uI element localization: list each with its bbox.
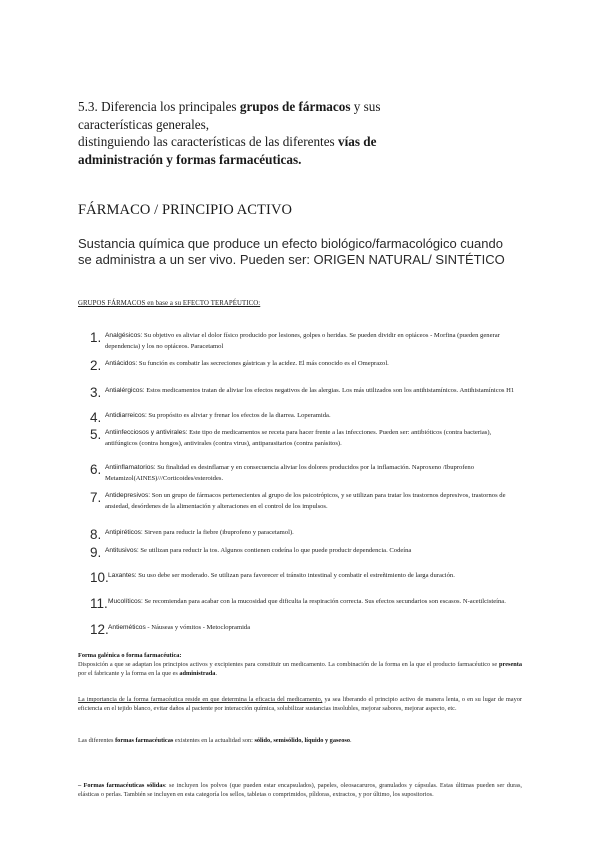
list-number: 4.	[90, 410, 102, 425]
group-name: Antialérgicos:	[105, 387, 145, 394]
list-number: 12.	[90, 622, 109, 637]
group-description: Su uso debe ser moderado. Se utilizan para favorecer el tránsito intestinal y combatir el estreñimiento de larga duración.	[136, 572, 455, 579]
list-text	[105, 411, 515, 422]
formas-text: Las diferentes	[78, 737, 116, 744]
group-name: Mucolíticos:	[108, 598, 143, 605]
list-text	[105, 331, 515, 352]
group-name: Antidepresivos:	[105, 492, 151, 499]
administrada-word: administrada	[179, 669, 216, 677]
group-description: - Náuseas y vómitos - Metoclopramida	[145, 624, 251, 631]
list-text	[105, 386, 515, 397]
formas-solidas-title: – Formas farmacéuticas sólidas	[78, 782, 165, 789]
formas-text: existentes en la actualidad son:	[173, 737, 255, 744]
group-description: Su finalidad es desinflamar y en consecuencia aliviar los dolores producidos por la inflamación. Naproxeno /Ibuprofeno Metamizol(AINES)///Corticoides/esteroides.	[105, 464, 474, 482]
list-number: 6.	[90, 462, 102, 477]
group-name: Antiinflamatorios:	[105, 464, 156, 471]
list-number: 1.	[90, 330, 102, 345]
group-description: Sirven para reducir la fiebre (ibuprofeno y paracetamol).	[142, 529, 294, 536]
importancia-underlined: La importancia de la forma farmacéutica reside en que determina la eficacia del medicamento,	[78, 696, 323, 703]
heading-bold-vias: vías de administración y formas farmacéuticas.	[78, 134, 377, 167]
heading-text: 5.3. Diferencia los principales	[78, 99, 240, 114]
importancia-block	[78, 696, 522, 714]
group-name: Analgésicos:	[105, 332, 143, 339]
list-text	[108, 597, 518, 608]
group-name: Antieméticos	[108, 624, 146, 631]
list-text	[105, 359, 515, 370]
definition-text: Sustancia química que produce un efecto biológico/farmacológico cuando se administra a un ser vivo. Pueden ser: ORIGEN NATURAL/ SINTÉTICO	[78, 236, 505, 267]
list-number: 2.	[90, 358, 102, 373]
section-heading	[78, 98, 438, 168]
group-description: Su función es combatir las secreciones gástricas y la acidez. El más conocido es el Omeprazol.	[137, 360, 389, 367]
group-name: Antidiarreicos:	[105, 412, 147, 419]
group-description: Estos medicamentos tratan de aliviar los efectos negativos de las alergias. Los más utilizados son los antihistamínicos. Antihistamínicos H1	[144, 387, 515, 394]
group-description: Su propósito es aliviar y frenar los efectos de la diarrea. Loperamida.	[146, 412, 331, 419]
group-description: Se utilizan para reducir la tos. Algunos contienen codeína lo que puede producir dependencia. Codeína	[138, 547, 412, 554]
formas-solidas-text: : se incluyen los polvos (que pueden estar encapsulados), papeles, oleosacaruros, granulados y cápsulas. Estas últimas pueden ser duras, elásticas o perlas. También se incluyen en esta categoría los sellos, tabletas o comprimidos, píldoras, extractos, y por último, los supositorios.	[78, 782, 522, 798]
list-number: 9.	[90, 545, 102, 560]
groups-heading: GRUPOS FÁRMACOS en base a su EFECTO TERAPÉUTICO:	[78, 300, 261, 307]
heading-text: y sus características generales,	[78, 99, 381, 132]
group-name: Antiácidos:	[105, 360, 138, 367]
list-number: 8.	[90, 527, 102, 542]
group-name: Antiinfecciosos y antivirales:	[105, 429, 188, 436]
list-number: 5.	[90, 427, 102, 442]
group-name: Antitusivos:	[105, 547, 139, 554]
presenta-word: presenta	[499, 660, 522, 668]
group-description: Su objetivo es aliviar el dolor físico producido por lesiones, golpes o heridas. Se pueden dividir en opiáceos - Morfina (pueden generar dependencia) y los no opiáceos. Paracetamol	[105, 332, 500, 350]
forma-galenica-block	[78, 652, 522, 678]
formas-types-bold: sólido, semisólido, líquido y gaseoso	[254, 737, 350, 744]
list-text	[105, 463, 515, 484]
list-text	[105, 491, 515, 512]
group-name: Antipiréticos:	[105, 529, 143, 536]
list-text	[108, 623, 518, 634]
list-text	[105, 546, 515, 557]
list-number: 10.	[90, 570, 109, 585]
farmaco-title: FÁRMACO / PRINCIPIO ACTIVO	[78, 202, 293, 218]
formas-bold: formas farmacéuticas	[115, 737, 174, 744]
list-text	[108, 571, 518, 582]
list-number: 11.	[90, 596, 108, 611]
list-text	[105, 528, 515, 539]
group-description: Son un grupo de fármacos pertenecientes al grupo de los psicotrópicos, y se utilizan para tratar los trastornos depresivos, trastornos de ansiedad, desórdenes de la alimentación y alteraciones en el control de los impulsos.	[105, 492, 506, 510]
list-text	[105, 428, 515, 449]
formas-solidas-block	[78, 782, 522, 800]
heading-text: distinguiendo las características de las diferentes	[78, 134, 338, 149]
forma-galenica-text: Disposición a que se adaptan los principios activos y excipientes para constituir un medicamento. La combinación de la forma en la que el producto farmacéutico se	[78, 660, 500, 668]
heading-bold-grupos: grupos de fármacos	[239, 99, 351, 114]
list-number: 7.	[90, 490, 102, 505]
forma-galenica-title: Forma galénica o forma farmacéutica:	[78, 652, 182, 659]
forma-galenica-text: .	[215, 669, 218, 677]
group-description: Se recomiendan para acabar con la mucosidad que dificulta la respiración correcta. Sus efectos secundarios son escasos. N-acetilcisteína.	[142, 598, 506, 605]
group-name: Laxantes:	[108, 572, 137, 579]
formas-existentes-block	[78, 737, 522, 746]
group-description: Este tipo de medicamentos se receta para hacer frente a las infecciones. Pueden ser: antibióticos (contra bacterias), antifúngicos (contra hongos), antivirales (contra virus), antiparasitarios (contra parásitos).	[105, 429, 492, 447]
forma-galenica-text: por el fabricante y la forma en la que es	[78, 669, 180, 677]
formas-text: .	[349, 737, 352, 744]
importancia-text: ya sea liberando el principio activo de manera lenta, o en su lugar de mayor eficiencia en el tejido blanco, evitar daños al paciente por interacción química, solubilizar sustancias insolubles, mejorar sabores, mejorar aspecto, etc.	[78, 696, 522, 712]
list-number: 3.	[90, 385, 102, 400]
